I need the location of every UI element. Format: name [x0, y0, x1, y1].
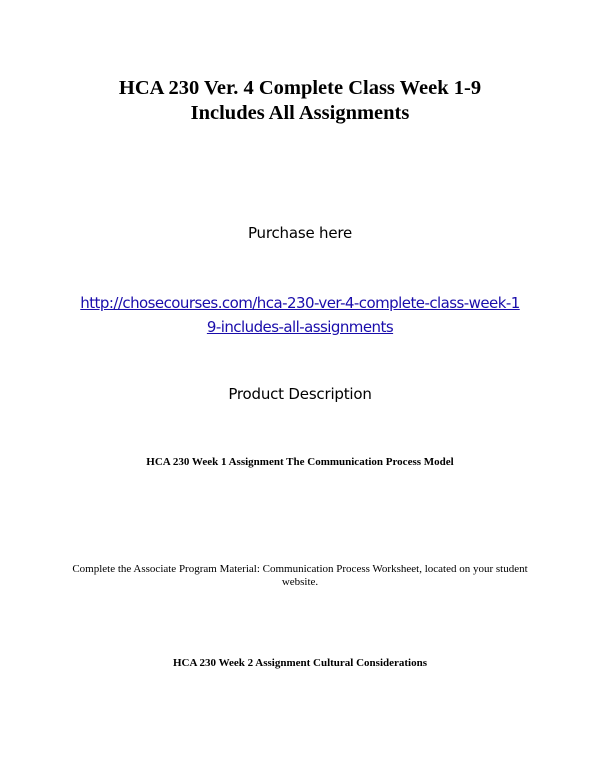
product-description-heading: Product Description — [228, 385, 372, 403]
week-1-assignment-heading: HCA 230 Week 1 Assignment The Communication Process Model — [146, 456, 454, 468]
document-title-line-1: HCA 230 Ver. 4 Complete Class Week 1-9 — [118, 77, 482, 99]
purchase-label: Purchase here — [247, 224, 353, 242]
document-title — [60, 76, 540, 126]
document-title-line-2: Includes All Assignments — [190, 102, 410, 124]
purchase-link-line-2[interactable]: 9-includes-all-assignments — [206, 318, 394, 336]
week-1-assignment-description: Complete the Associate Program Material: Communication Process Worksheet, located on your student website. — [72, 563, 528, 588]
week-2-assignment-heading: HCA 230 Week 2 Assignment Cultural Considerations — [172, 657, 428, 669]
purchase-link-line-1[interactable]: http://chosecourses.com/hca-230-ver-4-complete-class-week-1 — [80, 294, 520, 312]
purchase-link[interactable] — [40, 291, 560, 339]
